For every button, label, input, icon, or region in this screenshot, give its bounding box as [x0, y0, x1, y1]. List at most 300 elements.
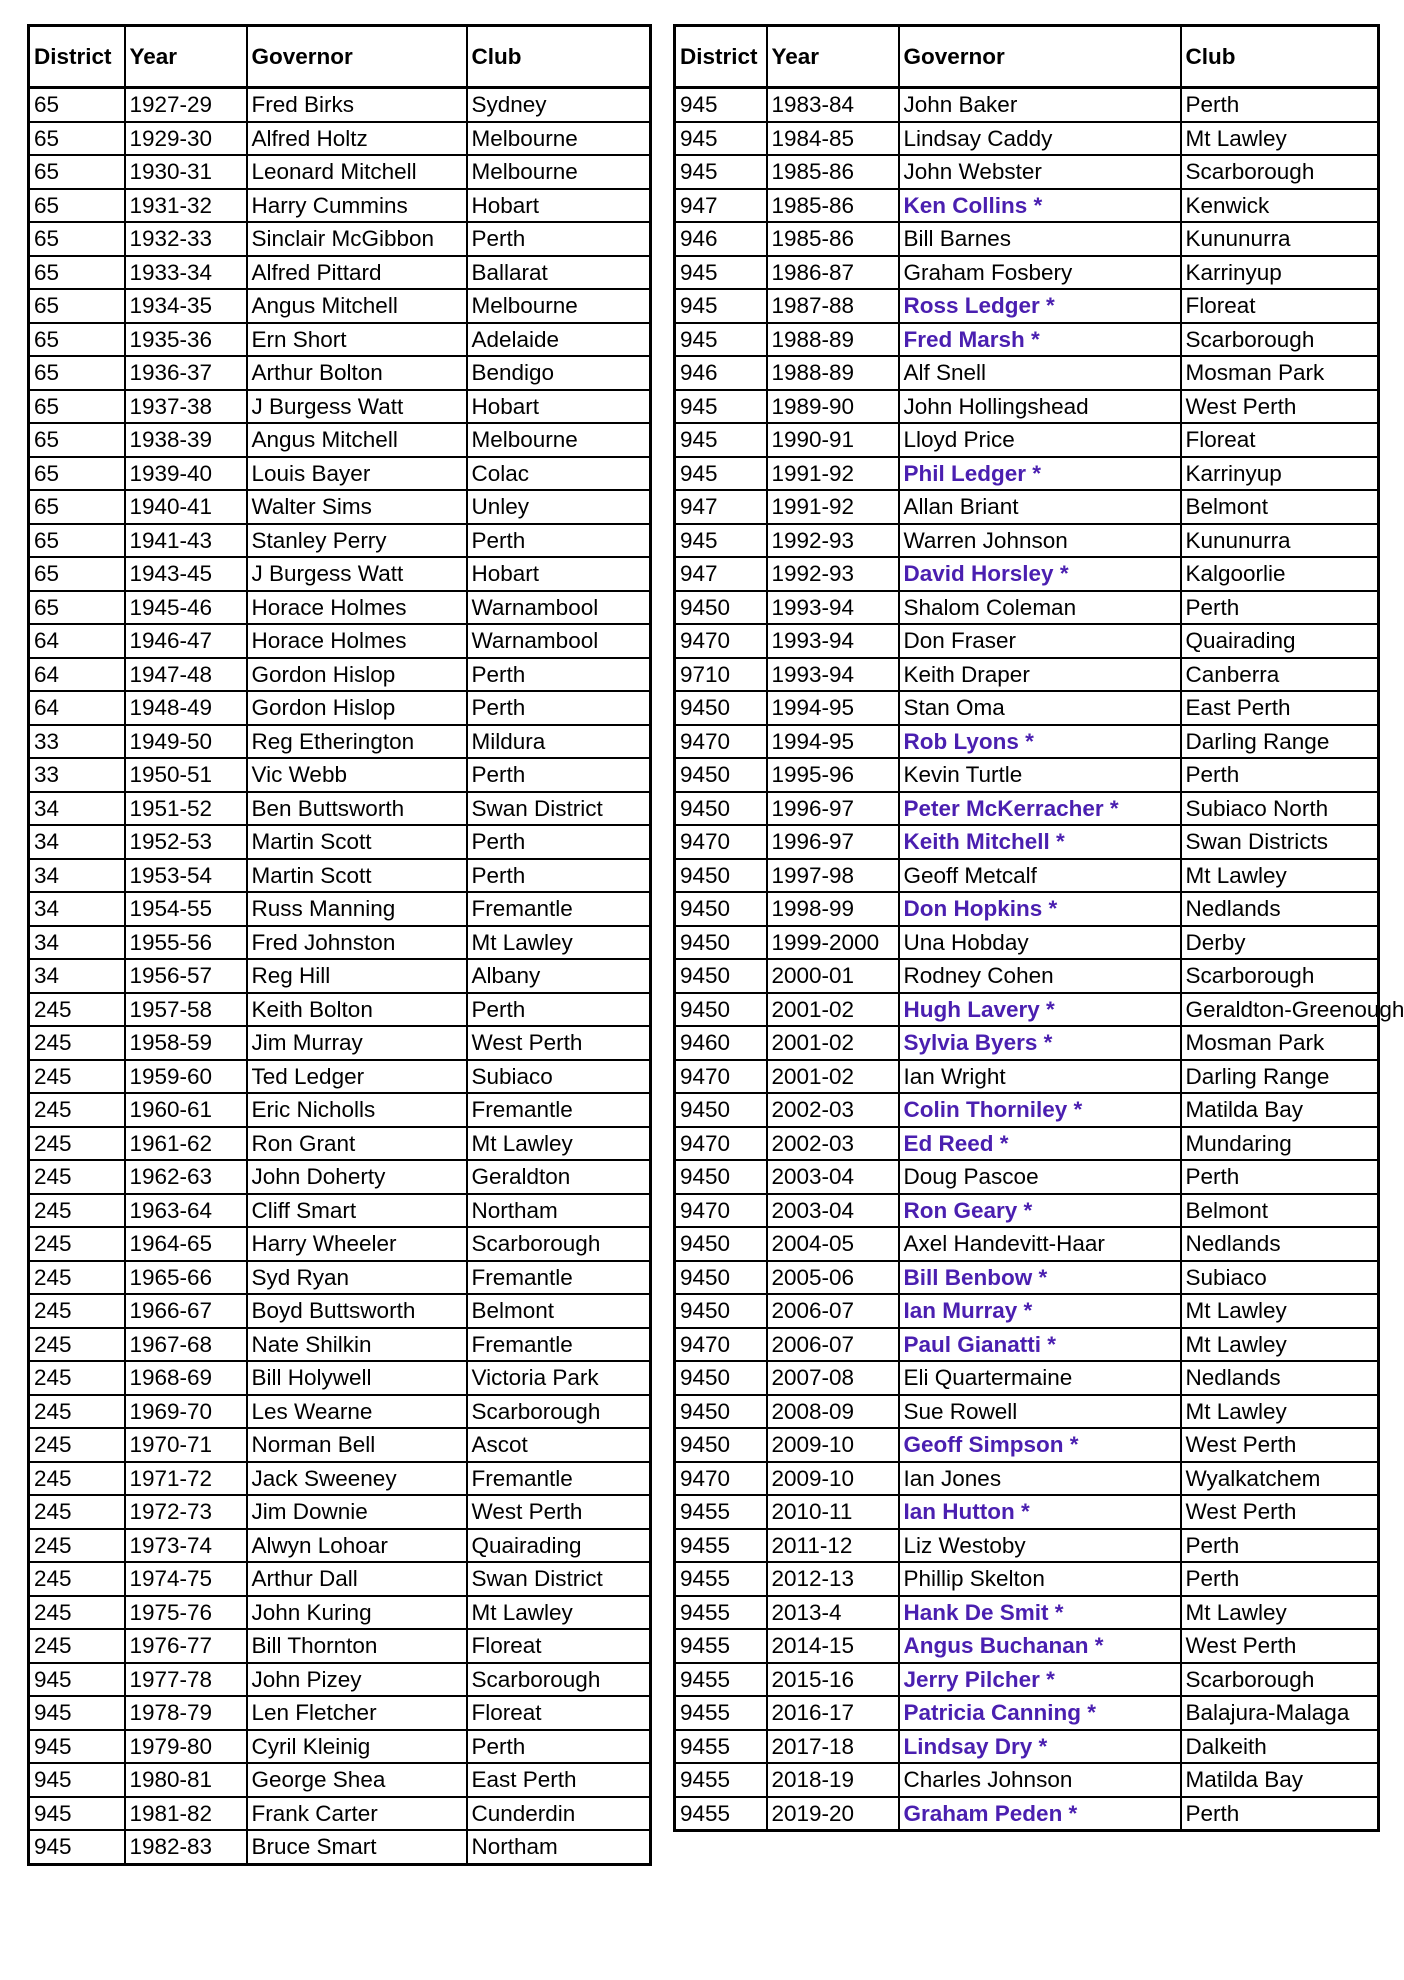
header-district: District: [675, 26, 767, 88]
district-cell: 9450: [675, 758, 767, 792]
district-cell: 945: [29, 1730, 125, 1764]
club-cell: Scarborough: [1181, 1663, 1379, 1697]
year-cell: 1980-81: [125, 1763, 247, 1797]
club-cell: Kununurra: [1181, 524, 1379, 558]
club-cell: Mt Lawley: [467, 1127, 651, 1161]
table-row: [29, 289, 651, 323]
year-cell: 1946-47: [125, 624, 247, 658]
table-row: [675, 122, 1379, 156]
club-cell: Mt Lawley: [467, 1596, 651, 1630]
club-cell: Mt Lawley: [1181, 859, 1379, 893]
governor-cell: Lloyd Price: [899, 423, 1181, 457]
club-cell: Darling Range: [1181, 725, 1379, 759]
club-cell: Kenwick: [1181, 189, 1379, 223]
club-cell: Floreat: [1181, 289, 1379, 323]
year-cell: 1972-73: [125, 1495, 247, 1529]
governors-table-right: [673, 24, 1404, 1832]
governor-cell: Gordon Hislop: [247, 691, 467, 725]
club-cell: Canberra: [1181, 658, 1379, 692]
table-row: [29, 1596, 651, 1630]
club-cell: Kalgoorlie: [1181, 557, 1379, 591]
table-row: [675, 423, 1379, 457]
table-row: [675, 959, 1379, 993]
district-cell: 945: [675, 457, 767, 491]
club-cell: Fremantle: [467, 892, 651, 926]
club-cell: Swan District: [467, 1562, 651, 1596]
governor-cell: Sinclair McGibbon: [247, 222, 467, 256]
table-row: [675, 1663, 1379, 1697]
governor-cell: Angus Mitchell: [247, 289, 467, 323]
district-cell: 9450: [675, 1160, 767, 1194]
year-cell: 2010-11: [767, 1495, 899, 1529]
year-cell: 2004-05: [767, 1227, 899, 1261]
governor-cell: Eric Nicholls: [247, 1093, 467, 1127]
district-cell: 946: [675, 222, 767, 256]
table-row: [675, 1428, 1379, 1462]
table-row: [675, 457, 1379, 491]
governor-cell: Angus Buchanan *: [899, 1629, 1181, 1663]
year-cell: 1993-94: [767, 658, 899, 692]
club-cell: Scarborough: [1181, 959, 1379, 993]
club-cell: Mundaring: [1181, 1127, 1379, 1161]
district-cell: 65: [29, 591, 125, 625]
table-row: [675, 1328, 1379, 1362]
header-year: Year: [125, 26, 247, 88]
governor-cell: Don Fraser: [899, 624, 1181, 658]
district-cell: 9450: [675, 926, 767, 960]
year-cell: 1999-2000: [767, 926, 899, 960]
governors-table-left: [27, 24, 652, 1866]
year-cell: 1932-33: [125, 222, 247, 256]
year-cell: 2014-15: [767, 1629, 899, 1663]
district-cell: 945: [675, 122, 767, 156]
club-cell: Geraldton-Greenough: [1181, 993, 1379, 1027]
table-row: [29, 1060, 651, 1094]
governor-cell: Ian Hutton *: [899, 1495, 1181, 1529]
year-cell: 1941-43: [125, 524, 247, 558]
year-cell: 1997-98: [767, 859, 899, 893]
club-cell: Belmont: [1181, 1194, 1379, 1228]
year-cell: 1958-59: [125, 1026, 247, 1060]
governor-cell: Jim Murray: [247, 1026, 467, 1060]
governor-cell: Fred Marsh *: [899, 323, 1181, 357]
governor-cell: Allan Briant: [899, 490, 1181, 524]
table-row: [675, 825, 1379, 859]
governor-cell: Peter McKerracher *: [899, 792, 1181, 826]
district-cell: 245: [29, 1562, 125, 1596]
club-cell: Victoria Park: [467, 1361, 651, 1395]
table-row: [675, 1026, 1379, 1060]
table-row: [29, 1495, 651, 1529]
district-cell: 945: [29, 1663, 125, 1697]
table-row: [29, 1227, 651, 1261]
governor-cell: Gordon Hislop: [247, 658, 467, 692]
district-cell: 65: [29, 289, 125, 323]
governor-cell: Bill Thornton: [247, 1629, 467, 1663]
governor-cell: Ross Ledger *: [899, 289, 1181, 323]
district-cell: 9460: [675, 1026, 767, 1060]
club-cell: Ascot: [467, 1428, 651, 1462]
year-cell: 2008-09: [767, 1395, 899, 1429]
year-cell: 1986-87: [767, 256, 899, 290]
governor-cell: J Burgess Watt: [247, 390, 467, 424]
year-cell: 1945-46: [125, 591, 247, 625]
club-cell: Mt Lawley: [1181, 1395, 1379, 1429]
club-cell: Kununurra: [1181, 222, 1379, 256]
year-cell: 2005-06: [767, 1261, 899, 1295]
club-cell: Scarborough: [467, 1395, 651, 1429]
club-cell: Scarborough: [467, 1663, 651, 1697]
year-cell: 2012-13: [767, 1562, 899, 1596]
district-cell: 945: [29, 1797, 125, 1831]
table-row: [29, 155, 651, 189]
club-cell: Melbourne: [467, 155, 651, 189]
table-row: [675, 624, 1379, 658]
district-cell: 245: [29, 1395, 125, 1429]
governor-cell: Arthur Bolton: [247, 356, 467, 390]
district-cell: 945: [29, 1830, 125, 1864]
governor-cell: Colin Thorniley *: [899, 1093, 1181, 1127]
table-row: [675, 1093, 1379, 1127]
year-cell: 2002-03: [767, 1093, 899, 1127]
table-row: [29, 1026, 651, 1060]
header-governor: Governor: [899, 26, 1181, 88]
club-cell: Perth: [1181, 1797, 1379, 1831]
table-row: [675, 1462, 1379, 1496]
governor-cell: Geoff Metcalf: [899, 859, 1181, 893]
year-cell: 1993-94: [767, 591, 899, 625]
table-row: [29, 792, 651, 826]
year-cell: 2018-19: [767, 1763, 899, 1797]
table-row: [675, 1596, 1379, 1630]
table-row: [675, 490, 1379, 524]
table-row: [29, 122, 651, 156]
governor-cell: Syd Ryan: [247, 1261, 467, 1295]
year-cell: 2013-4: [767, 1596, 899, 1630]
district-cell: 945: [29, 1696, 125, 1730]
club-cell: Matilda Bay: [1181, 1763, 1379, 1797]
governor-cell: Ben Buttsworth: [247, 792, 467, 826]
year-cell: 1938-39: [125, 423, 247, 457]
club-cell: Perth: [1181, 758, 1379, 792]
governor-cell: Norman Bell: [247, 1428, 467, 1462]
year-cell: 1954-55: [125, 892, 247, 926]
header-club: Club: [467, 26, 651, 88]
governor-cell: Axel Handevitt-Haar: [899, 1227, 1181, 1261]
table-row: [29, 1127, 651, 1161]
governor-cell: Reg Hill: [247, 959, 467, 993]
year-cell: 1948-49: [125, 691, 247, 725]
governor-cell: John Kuring: [247, 1596, 467, 1630]
district-cell: 245: [29, 1596, 125, 1630]
district-cell: 9455: [675, 1696, 767, 1730]
year-cell: 1950-51: [125, 758, 247, 792]
district-cell: 9450: [675, 859, 767, 893]
district-cell: 245: [29, 1629, 125, 1663]
governor-cell: Ken Collins *: [899, 189, 1181, 223]
table-row: [29, 1797, 651, 1831]
club-cell: Cunderdin: [467, 1797, 651, 1831]
district-cell: 9455: [675, 1797, 767, 1831]
year-cell: 1993-94: [767, 624, 899, 658]
club-cell: Perth: [1181, 88, 1379, 122]
year-cell: 1996-97: [767, 792, 899, 826]
year-cell: 1970-71: [125, 1428, 247, 1462]
year-cell: 1927-29: [125, 88, 247, 122]
club-cell: West Perth: [467, 1026, 651, 1060]
district-cell: 945: [675, 423, 767, 457]
table-row: [29, 1562, 651, 1596]
year-cell: 1930-31: [125, 155, 247, 189]
district-cell: 65: [29, 256, 125, 290]
year-cell: 1968-69: [125, 1361, 247, 1395]
district-cell: 245: [29, 1026, 125, 1060]
governor-cell: George Shea: [247, 1763, 467, 1797]
club-cell: Karrinyup: [1181, 457, 1379, 491]
district-cell: 9450: [675, 993, 767, 1027]
governor-cell: Bill Barnes: [899, 222, 1181, 256]
table-row: [675, 1763, 1379, 1797]
year-cell: 1947-48: [125, 658, 247, 692]
governor-cell: Bill Holywell: [247, 1361, 467, 1395]
governor-cell: Kevin Turtle: [899, 758, 1181, 792]
year-cell: 1961-62: [125, 1127, 247, 1161]
club-cell: Karrinyup: [1181, 256, 1379, 290]
year-cell: 1936-37: [125, 356, 247, 390]
table-row: [29, 1763, 651, 1797]
club-cell: Mt Lawley: [1181, 1328, 1379, 1362]
club-cell: Perth: [467, 825, 651, 859]
club-cell: Bendigo: [467, 356, 651, 390]
club-cell: Warnambool: [467, 591, 651, 625]
year-cell: 1987-88: [767, 289, 899, 323]
district-cell: 65: [29, 490, 125, 524]
governor-cell: Martin Scott: [247, 825, 467, 859]
club-cell: Northam: [467, 1830, 651, 1864]
year-cell: 2007-08: [767, 1361, 899, 1395]
district-cell: 65: [29, 189, 125, 223]
governor-cell: Ian Murray *: [899, 1294, 1181, 1328]
district-cell: 245: [29, 1227, 125, 1261]
district-cell: 65: [29, 155, 125, 189]
governor-cell: Geoff Simpson *: [899, 1428, 1181, 1462]
table-row: [29, 758, 651, 792]
district-cell: 9450: [675, 792, 767, 826]
club-cell: Mt Lawley: [1181, 1294, 1379, 1328]
district-cell: 9470: [675, 1194, 767, 1228]
district-cell: 65: [29, 557, 125, 591]
club-cell: Floreat: [467, 1629, 651, 1663]
district-cell: 65: [29, 457, 125, 491]
district-cell: 9450: [675, 1294, 767, 1328]
table-row: [675, 1127, 1379, 1161]
governor-cell: John Pizey: [247, 1663, 467, 1697]
year-cell: 2017-18: [767, 1730, 899, 1764]
year-cell: 1983-84: [767, 88, 899, 122]
year-cell: 2019-20: [767, 1797, 899, 1831]
club-cell: Geraldton: [467, 1160, 651, 1194]
governor-cell: Russ Manning: [247, 892, 467, 926]
header-district: District: [29, 26, 125, 88]
governor-cell: Una Hobday: [899, 926, 1181, 960]
governor-cell: Alf Snell: [899, 356, 1181, 390]
header-row: [29, 26, 651, 88]
district-cell: 947: [675, 189, 767, 223]
governor-cell: Eli Quartermaine: [899, 1361, 1181, 1395]
table-row: [29, 1093, 651, 1127]
club-cell: West Perth: [467, 1495, 651, 1529]
club-cell: Melbourne: [467, 423, 651, 457]
club-cell: East Perth: [1181, 691, 1379, 725]
table-row: [29, 1294, 651, 1328]
district-cell: 245: [29, 1428, 125, 1462]
year-cell: 1964-65: [125, 1227, 247, 1261]
table-row: [29, 390, 651, 424]
year-cell: 2009-10: [767, 1428, 899, 1462]
table-row: [29, 1194, 651, 1228]
governor-cell: Phillip Skelton: [899, 1562, 1181, 1596]
year-cell: 1985-86: [767, 222, 899, 256]
club-cell: Mosman Park: [1181, 356, 1379, 390]
governor-cell: Leonard Mitchell: [247, 155, 467, 189]
club-cell: Unley: [467, 490, 651, 524]
governor-cell: Jim Downie: [247, 1495, 467, 1529]
table-row: [29, 1730, 651, 1764]
table-row: [675, 222, 1379, 256]
governor-cell: Fred Johnston: [247, 926, 467, 960]
club-cell: Nedlands: [1181, 1227, 1379, 1261]
district-cell: 64: [29, 624, 125, 658]
table-row: [29, 859, 651, 893]
district-cell: 245: [29, 1127, 125, 1161]
governor-cell: Ron Geary *: [899, 1194, 1181, 1228]
governor-cell: Jerry Pilcher *: [899, 1663, 1181, 1697]
year-cell: 2003-04: [767, 1194, 899, 1228]
club-cell: Swan Districts: [1181, 825, 1379, 859]
district-cell: 64: [29, 658, 125, 692]
district-cell: 65: [29, 524, 125, 558]
table-row: [675, 88, 1379, 122]
district-cell: 65: [29, 88, 125, 122]
table-row: [675, 1261, 1379, 1295]
club-cell: Scarborough: [1181, 155, 1379, 189]
year-cell: 1976-77: [125, 1629, 247, 1663]
club-cell: Melbourne: [467, 289, 651, 323]
year-cell: 1998-99: [767, 892, 899, 926]
year-cell: 1955-56: [125, 926, 247, 960]
year-cell: 1995-96: [767, 758, 899, 792]
table-row: [675, 691, 1379, 725]
table-row: [675, 256, 1379, 290]
district-cell: 9450: [675, 1261, 767, 1295]
table-row: [675, 1294, 1379, 1328]
governor-cell: Horace Holmes: [247, 624, 467, 658]
district-cell: 9455: [675, 1763, 767, 1797]
governor-cell: Paul Gianatti *: [899, 1328, 1181, 1362]
district-cell: 34: [29, 792, 125, 826]
club-cell: Perth: [1181, 591, 1379, 625]
governor-cell: John Doherty: [247, 1160, 467, 1194]
district-cell: 65: [29, 423, 125, 457]
governor-cell: Patricia Canning *: [899, 1696, 1181, 1730]
table-row: [29, 591, 651, 625]
club-cell: Subiaco: [1181, 1261, 1379, 1295]
club-cell: Swan District: [467, 792, 651, 826]
club-cell: Mosman Park: [1181, 1026, 1379, 1060]
year-cell: 1931-32: [125, 189, 247, 223]
year-cell: 1991-92: [767, 457, 899, 491]
year-cell: 1940-41: [125, 490, 247, 524]
table-row: [29, 825, 651, 859]
table-row: [675, 1194, 1379, 1228]
district-cell: 9450: [675, 1093, 767, 1127]
table-row: [29, 1261, 651, 1295]
year-cell: 1969-70: [125, 1395, 247, 1429]
club-cell: West Perth: [1181, 390, 1379, 424]
year-cell: 1934-35: [125, 289, 247, 323]
table-row: [675, 390, 1379, 424]
governor-cell: Bruce Smart: [247, 1830, 467, 1864]
district-cell: 34: [29, 959, 125, 993]
table-row: [29, 1529, 651, 1563]
district-cell: 65: [29, 323, 125, 357]
governor-cell: Frank Carter: [247, 1797, 467, 1831]
district-cell: 9710: [675, 658, 767, 692]
district-cell: 9450: [675, 1227, 767, 1261]
governor-cell: Charles Johnson: [899, 1763, 1181, 1797]
district-cell: 245: [29, 1093, 125, 1127]
club-cell: Melbourne: [467, 122, 651, 156]
governor-cell: Shalom Coleman: [899, 591, 1181, 625]
governor-cell: Arthur Dall: [247, 1562, 467, 1596]
year-cell: 1960-61: [125, 1093, 247, 1127]
year-cell: 2006-07: [767, 1294, 899, 1328]
district-cell: 245: [29, 1529, 125, 1563]
table-row: [675, 1160, 1379, 1194]
governor-cell: David Horsley *: [899, 557, 1181, 591]
district-cell: 945: [675, 390, 767, 424]
year-cell: 1991-92: [767, 490, 899, 524]
year-cell: 1929-30: [125, 122, 247, 156]
governor-cell: Len Fletcher: [247, 1696, 467, 1730]
year-cell: 1977-78: [125, 1663, 247, 1697]
table-row: [675, 658, 1379, 692]
table-row: [29, 1462, 651, 1496]
table-row: [675, 725, 1379, 759]
district-cell: 245: [29, 1060, 125, 1094]
year-cell: 1985-86: [767, 189, 899, 223]
district-cell: 245: [29, 993, 125, 1027]
club-cell: Hobart: [467, 557, 651, 591]
table-row: [29, 658, 651, 692]
district-cell: 9455: [675, 1495, 767, 1529]
governor-cell: Rob Lyons *: [899, 725, 1181, 759]
club-cell: Perth: [1181, 1160, 1379, 1194]
year-cell: 1951-52: [125, 792, 247, 826]
year-cell: 1988-89: [767, 323, 899, 357]
club-cell: Perth: [467, 691, 651, 725]
club-cell: Sydney: [467, 88, 651, 122]
district-cell: 34: [29, 825, 125, 859]
table-row: [29, 524, 651, 558]
table-row: [29, 557, 651, 591]
table-row: [29, 725, 651, 759]
district-cell: 9455: [675, 1596, 767, 1630]
club-cell: Perth: [467, 758, 651, 792]
table-row: [675, 993, 1379, 1027]
year-cell: 1953-54: [125, 859, 247, 893]
club-cell: Perth: [467, 859, 651, 893]
